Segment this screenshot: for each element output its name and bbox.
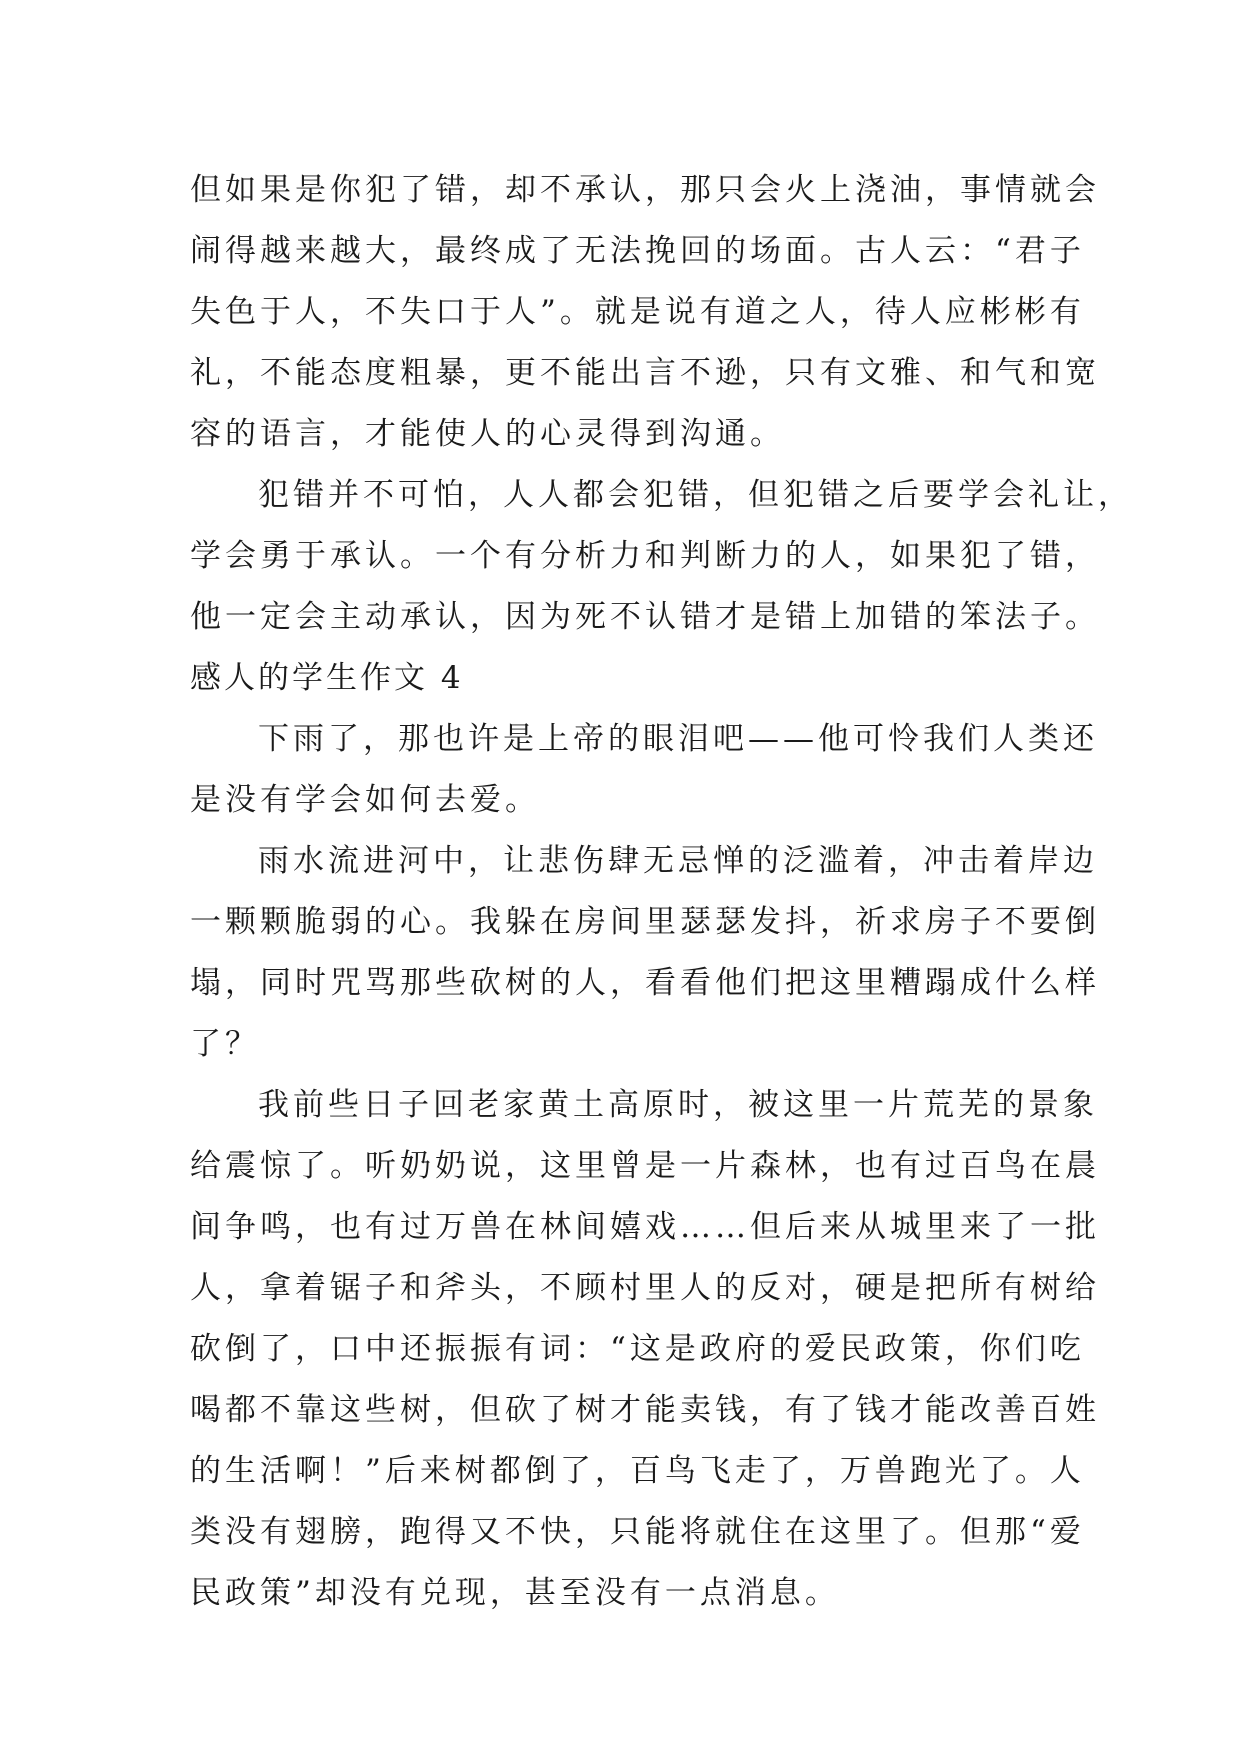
text-line: 学会勇于承认。一个有分析力和判断力的人，如果犯了错， — [190, 538, 1100, 574]
text-line: 喝都不靠这些树，但砍了树才能卖钱，有了钱才能改善百姓 — [190, 1392, 1100, 1428]
paragraph — [190, 160, 1100, 465]
text-line: 雨水流进河中，让悲伤肆无忌惮的泛滥着，冲击着岸边 — [258, 843, 1098, 879]
text-line: 类没有翅膀，跑得又不快，只能将就住在这里了。但那“爱 — [190, 1514, 1085, 1550]
text-line: 人，拿着锯子和斧头，不顾村里人的反对，硬是把所有树给 — [190, 1270, 1100, 1306]
text-line: 给震惊了。听奶奶说，这里曾是一片森林，也有过百鸟在晨 — [190, 1148, 1100, 1184]
text-line: 他一定会主动承认，因为死不认错才是错上加错的笨法子。 — [190, 599, 1100, 635]
text-line: 是没有学会如何去爱。 — [190, 782, 540, 818]
paragraph — [190, 831, 1100, 1075]
document-body — [190, 160, 1133, 1624]
text-line: 间争鸣，也有过万兽在林间嬉戏……但后来从城里来了一批 — [190, 1209, 1100, 1245]
text-line: 失色于人，不失口于人”。就是说有道之人，待人应彬彬有 — [190, 294, 1085, 330]
text-line: 民政策”却没有兑现，甚至没有一点消息。 — [190, 1575, 840, 1611]
section-heading: 感人的学生作文 4 — [190, 660, 464, 696]
text-line: 容的语言，才能使人的心灵得到沟通。 — [190, 416, 785, 452]
text-line: 塌，同时咒骂那些砍树的人，看看他们把这里糟蹋成什么样 — [190, 965, 1100, 1001]
text-line: 我前些日子回老家黄土高原时，被这里一片荒芜的景象 — [258, 1087, 1098, 1123]
text-line: 的生活啊！”后来树都倒了，百鸟飞走了，万兽跑光了。人 — [190, 1453, 1085, 1489]
text-line: 闹得越来越大，最终成了无法挽回的场面。古人云：“君子 — [190, 233, 1085, 269]
paragraph — [190, 465, 1133, 648]
paragraph — [190, 1075, 1100, 1624]
text-line: 但如果是你犯了错，却不承认，那只会火上浇油，事情就会 — [190, 172, 1100, 208]
text-line: 犯错并不可怕，人人都会犯错，但犯错之后要学会礼让， — [258, 477, 1133, 513]
text-line: 一颗颗脆弱的心。我躲在房间里瑟瑟发抖，祈求房子不要倒 — [190, 904, 1100, 940]
paragraph — [190, 709, 1098, 831]
text-line: 下雨了，那也许是上帝的眼泪吧——他可怜我们人类还 — [258, 721, 1098, 757]
text-line: 了？ — [190, 1026, 260, 1062]
text-line: 礼，不能态度粗暴，更不能出言不逊，只有文雅、和气和宽 — [190, 355, 1100, 391]
text-line: 砍倒了，口中还振振有词：“这是政府的爱民政策，你们吃 — [190, 1331, 1085, 1367]
